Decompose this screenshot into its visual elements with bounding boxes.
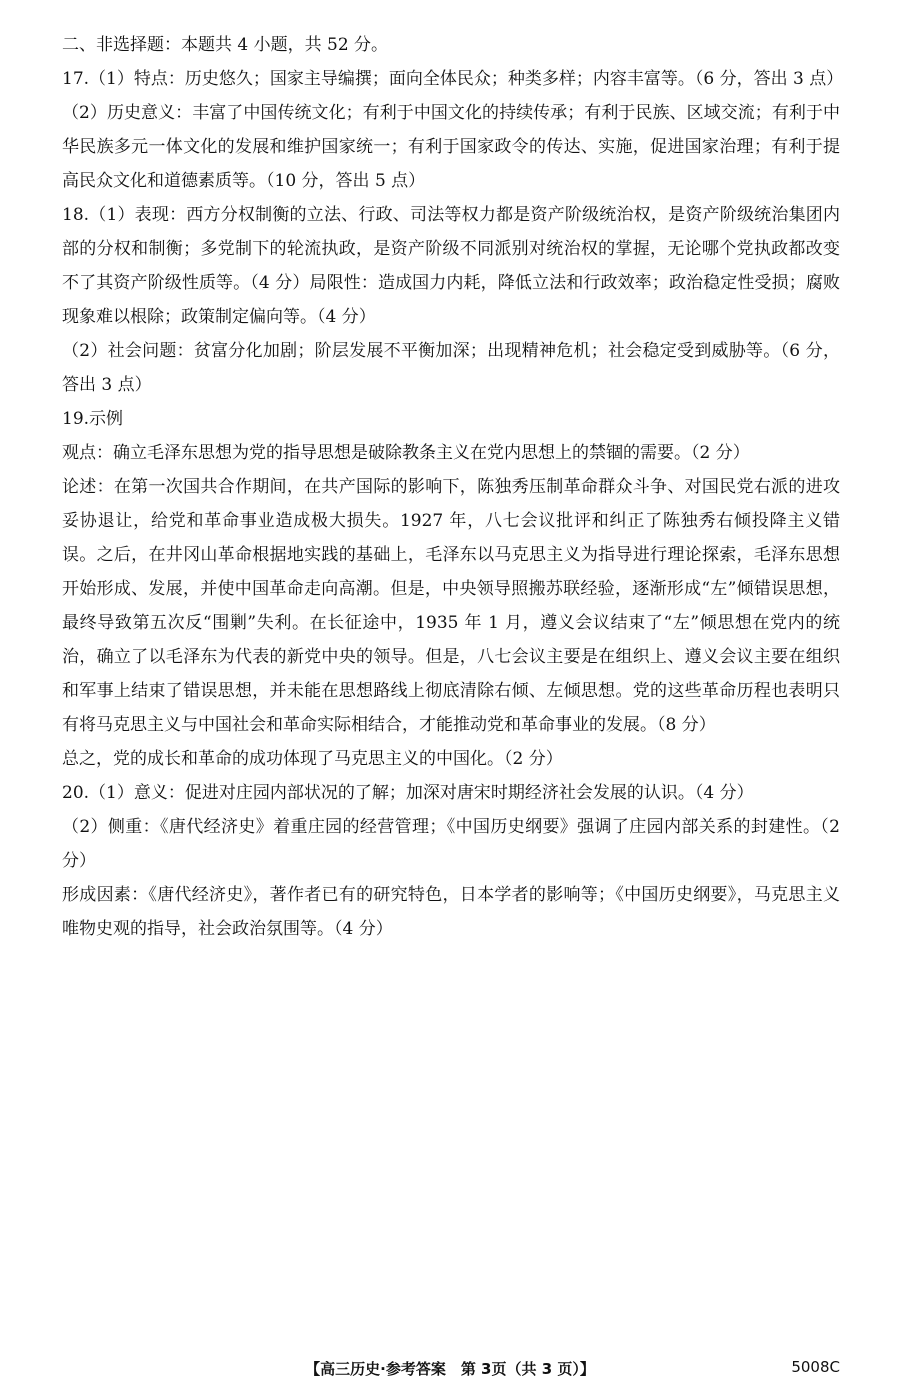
exam-code: 5008C [791, 1358, 840, 1376]
q18-part2: （2）社会问题：贫富分化加剧；阶层发展不平衡加深；出现精神危机；社会稳定受到威胁等。（6 分，答出 3 点） [62, 341, 840, 395]
q19-conclusion: 总之，党的成长和革命的成功体现了马克思主义的中国化。（2 分） [62, 749, 563, 769]
q19-heading: 19.示例 [62, 409, 124, 429]
q20-part1: 20.（1）意义：促进对庄园内部状况的了解；加深对唐宋时期经济社会发展的认识。（4 分） [62, 783, 754, 803]
answer-document [62, 28, 844, 946]
q19-argument: 论述：在第一次国共合作期间，在共产国际的影响下，陈独秀压制革命群众斗争、对国民党右派的进攻妥协退让，给党和革命事业造成极大损失。1927 年，八七会议批评和纠正了陈独秀右倾投降主义错误。之后，在井冈山革命根据地实践的基础上，毛泽东以马克思主义为指导进行理论探索，毛泽东思想开始形成、发展，并使中国革命走向高潮。但是，中央领导照搬苏联经验，逐渐形成“左”倾错误思想，最终导致第五次反“围剿”失利。在长征途中，1935 年 1 月，遵义会议结束了“左”倾思想在党内的统治，确立了以毛泽东为代表的新党中央的领导。但是，八七会议主要是在组织上、遵义会议主要在组织和军事上结束了错误思想，并未能在思想路线上彻底清除右倾、左倾思想。党的这些革命历程也表明只有将马克思主义与中国社会和革命实际相结合，才能推动党和革命事业的发展。（8 分） [62, 477, 840, 735]
q17-part2: （2）历史意义：丰富了中国传统文化；有利于中国文化的持续传承；有利于民族、区域交流；有利于中华民族多元一体文化的发展和维护国家统一；有利于国家政令的传达、实施，促进国家治理；有利于提高民众文化和道德素质等。（10 分，答出 5 点） [62, 103, 840, 191]
q20-factors: 形成因素：《唐代经济史》，著作者已有的研究特色，日本学者的影响等；《中国历史纲要》，马克思主义唯物史观的指导，社会政治氛围等。（4 分） [62, 885, 840, 939]
q17-part1: 17.（1）特点：历史悠久；国家主导编撰；面向全体民众；种类多样；内容丰富等。（6 分，答出 3 点） [62, 69, 844, 89]
section-heading: 二、非选择题：本题共 4 小题，共 52 分。 [62, 35, 389, 55]
q20-part2: （2）侧重：《唐代经济史》着重庄园的经营管理；《中国历史纲要》强调了庄园内部关系的封建性。（2 分） [62, 817, 840, 871]
page-number-label: 【高三历史·参考答案 第 3页（共 3 页）】 [305, 1360, 595, 1378]
q19-viewpoint: 观点：确立毛泽东思想为党的指导思想是破除教条主义在党内思想上的禁锢的需要。（2 分） [62, 443, 750, 463]
page-footer [0, 1352, 900, 1382]
q18-part1: 18.（1）表现：西方分权制衡的立法、行政、司法等权力都是资产阶级统治权，是资产阶级统治集团内部的分权和制衡；多党制下的轮流执政，是资产阶级不同派别对统治权的掌握，无论哪个党执政都改变不了其资产阶级性质等。（4 分）局限性：造成国力内耗，降低立法和行政效率；政治稳定性受损；腐败现象难以根除；政策制定偏向等。（4 分） [62, 205, 840, 327]
